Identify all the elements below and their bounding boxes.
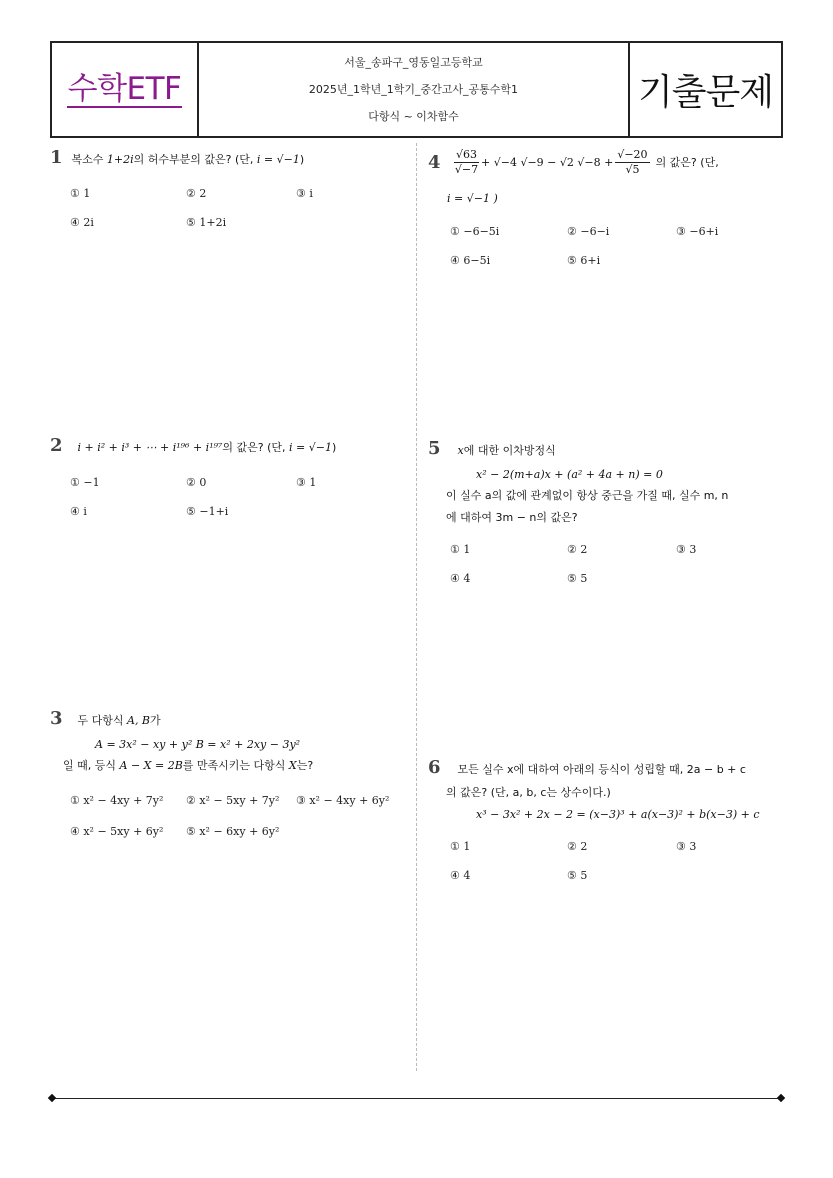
question-expr: x² − 2(m+a)x + (a² + 4a + n) = 0 [476,468,663,481]
question-number: 3 [50,708,63,729]
option-5[interactable]: ⑤ 5 [567,869,588,882]
question-3-line2 [63,758,313,774]
option-2[interactable]: ② 0 [186,476,207,489]
option-4[interactable]: ④ 2i [70,216,94,229]
option-4[interactable]: ④ x² − 5xy + 6y² [70,825,164,838]
page-title: 기출문제 [637,72,774,113]
option-1[interactable]: ① 1 [70,187,91,200]
option-2[interactable]: ② x² − 5xy + 7y² [186,794,280,807]
question-text: 일 때, 등식 [63,759,120,772]
question-text: ) [299,153,305,166]
question-1 [50,147,305,168]
option-1[interactable]: ① −1 [70,476,100,489]
question-text: 복소수 [71,153,107,166]
question-3 [50,708,161,729]
question-text: 는? [296,759,314,772]
question-text: 이 실수 a의 값에 관계없이 항상 중근을 가질 때, 실수 m, n [446,489,729,502]
exam-header [50,41,783,138]
fraction-denominator: √−7 [454,163,479,176]
option-5[interactable]: ⑤ x² − 6xy + 6y² [186,825,280,838]
question-text: 모든 실수 x에 대하여 아래의 등식이 성립할 때, 2a − b + c [457,763,746,776]
option-3[interactable]: ③ 1 [296,476,317,489]
option-4[interactable]: ④ 4 [450,572,471,585]
question-text: 두 다항식 [77,714,127,727]
option-1[interactable]: ① 1 [450,840,471,853]
diamond-icon [777,1094,785,1102]
option-3[interactable]: ③ x² − 4xy + 6y² [296,794,390,807]
question-expr: x³ − 3x² + 2x − 2 = (x−3)³ + a(x−3)² + b(x−3) + c [476,808,760,821]
option-2[interactable]: ② −6−i [567,225,610,238]
question-var: x [457,444,464,457]
option-4[interactable]: ④ i [70,505,87,518]
exam-info-cell [199,43,630,136]
question-text: 의 값은? (단, a, b, c는 상수이다.) [446,786,611,799]
option-3[interactable]: ③ i [296,187,313,200]
question-condition: i = √−1 [256,153,300,166]
question-number: 5 [428,438,441,459]
question-expr: 1+2i [106,153,134,166]
title-cell [630,43,781,136]
option-4[interactable]: ④ 4 [450,869,471,882]
option-3[interactable]: ③ 3 [676,543,697,556]
question-number: 6 [428,757,441,778]
option-5[interactable]: ⑤ 5 [567,572,588,585]
question-5 [428,438,556,459]
question-text: 에 대한 이차방정식 [463,444,556,457]
unit-range: 다항식 ~ 이차함수 [368,109,459,123]
option-5[interactable]: ⑤ −1+i [186,505,229,518]
question-var: X [288,759,297,772]
question-text: 에 대하여 3m − n의 값은? [446,511,578,524]
footer-line [52,1098,781,1099]
brand-cell [52,43,199,136]
exam-name: 2025년_1학년_1학기_중간고사_공통수학1 [308,82,519,96]
question-6 [428,757,746,778]
option-1[interactable]: ① −6−5i [450,225,500,238]
question-vars: A, B [127,714,151,727]
question-4 [428,148,719,177]
fraction-numerator: √−20 [617,148,648,161]
question-text: 의 값은? (단, [655,155,719,169]
question-expr: i + i² + i³ + ⋯ + i¹⁹⁶ + i¹⁹⁷ [77,441,223,454]
option-2[interactable]: ② 2 [567,840,588,853]
question-number: 1 [50,147,63,168]
question-condition: i = √−1 [289,441,332,454]
question-text: ) [332,441,337,454]
question-text: 의 값은? (단, [222,441,290,454]
question-text: 가 [150,714,161,727]
option-1[interactable]: ① x² − 4xy + 7y² [70,794,164,807]
school-name: 서울_송파구_영동일고등학교 [344,55,483,69]
fraction-1 [454,148,479,177]
question-number: 4 [428,151,441,173]
brand-logo: 수학ETF [67,70,182,107]
option-2[interactable]: ② 2 [186,187,207,200]
option-2[interactable]: ② 2 [567,543,588,556]
question-text: 의 허수부분의 값은? (단, [133,153,257,166]
option-5[interactable]: ⑤ 6+i [567,254,601,267]
column-divider [416,143,417,1071]
question-expr: A = 3x² − xy + y² B = x² + 2xy − 3y² [95,738,301,751]
option-1[interactable]: ① 1 [450,543,471,556]
question-number: 2 [50,435,63,456]
fraction-denominator: √5 [625,163,640,176]
question-2 [50,435,337,456]
fraction-2 [615,148,649,177]
option-4[interactable]: ④ 6−5i [450,254,491,267]
option-3[interactable]: ③ −6+i [676,225,719,238]
fraction-numerator: √63 [456,148,478,161]
diamond-icon [48,1094,56,1102]
option-3[interactable]: ③ 3 [676,840,697,853]
question-text: 를 만족시키는 다항식 [182,759,289,772]
question-expr: + √−4 √−9 − √2 √−8 + [481,155,614,169]
question-equation: A − X = 2B [119,759,183,772]
question-condition: i = √−1 ) [447,192,498,205]
option-5[interactable]: ⑤ 1+2i [186,216,227,229]
